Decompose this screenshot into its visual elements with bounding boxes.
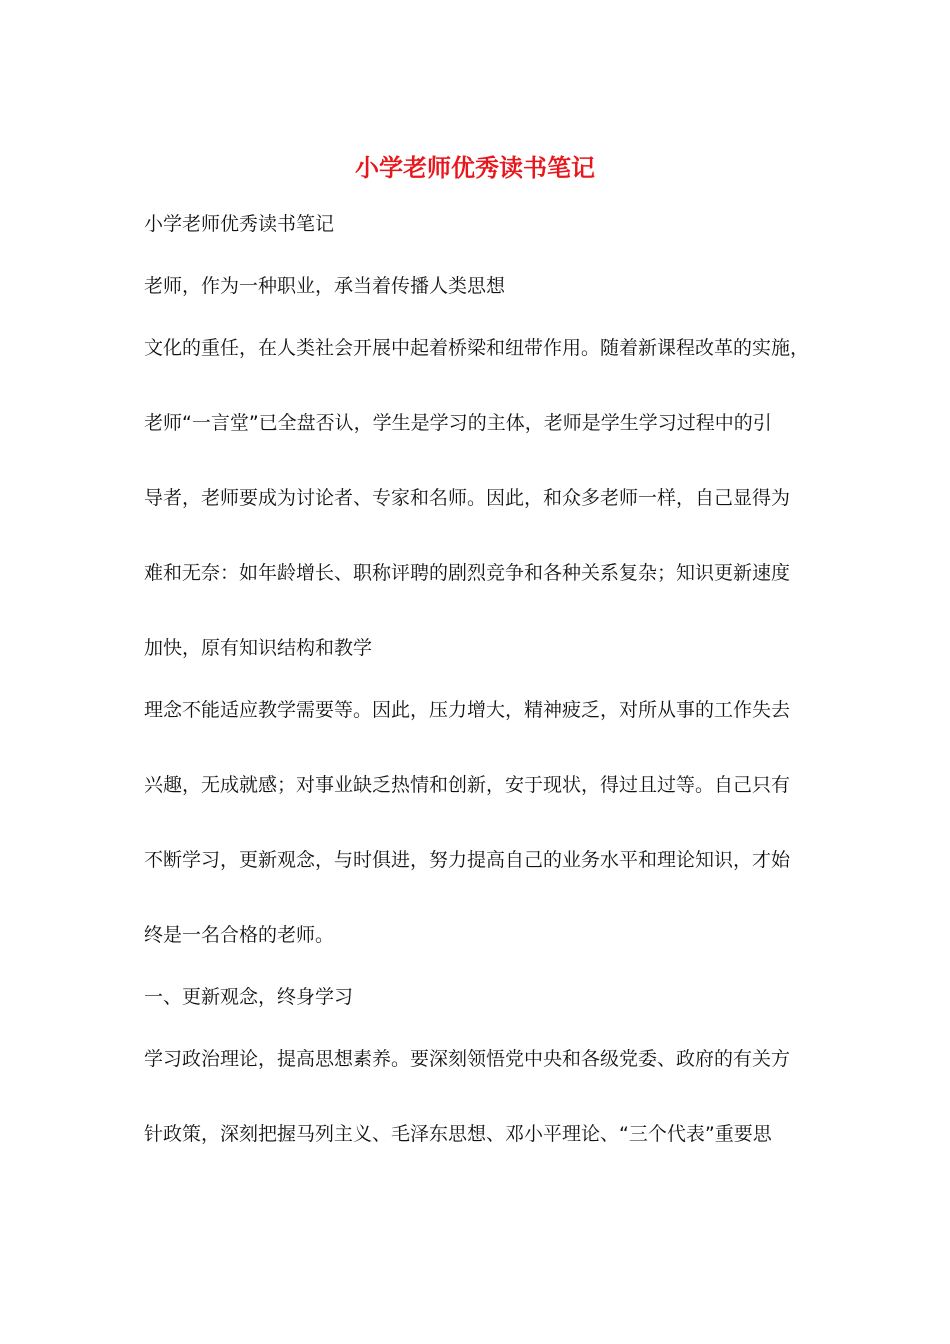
paragraph-line: 文化的重任，在人类社会开展中起着桥梁和纽带作用。随着新课程改革的实施， bbox=[144, 337, 810, 359]
paragraph-line: 难和无奈：如年龄增长、职称评聘的剧烈竞争和各种关系复杂；知识更新速度 bbox=[144, 562, 791, 584]
section-heading: 一、更新观念，终身学习 bbox=[144, 986, 354, 1008]
paragraph-line: 终是一名合格的老师。 bbox=[144, 924, 335, 946]
paragraph-line: 老师，作为一种职业，承当着传播人类思想 bbox=[144, 275, 506, 297]
paragraph-line: 不断学习，更新观念，与时俱进，努力提高自己的业务水平和理论知识，才始 bbox=[144, 849, 791, 871]
document-title: 小学老师优秀读书笔记 bbox=[355, 153, 595, 182]
paragraph-line: 加快，原有知识结构和教学 bbox=[144, 637, 373, 659]
paragraph-line: 学习政治理论，提高思想素养。要深刻领悟党中央和各级党委、政府的有关方 bbox=[144, 1048, 791, 1070]
paragraph-line: 老师“一言堂”已全盘否认，学生是学习的主体，老师是学生学习过程中的引 bbox=[144, 412, 772, 434]
paragraph-line: 针政策，深刻把握马列主义、毛泽东思想、邓小平理论、“三个代表”重要思 bbox=[144, 1123, 772, 1145]
paragraph-line: 导者，老师要成为讨论者、专家和名师。因此，和众多老师一样，自己显得为 bbox=[144, 487, 791, 509]
paragraph-line: 理念不能适应教学需要等。因此，压力增大，精神疲乏，对所从事的工作失去 bbox=[144, 699, 791, 721]
subtitle-line: 小学老师优秀读书笔记 bbox=[144, 213, 335, 235]
paragraph-line: 兴趣，无成就感；对事业缺乏热情和创新，安于现状，得过且过等。自己只有 bbox=[144, 774, 791, 796]
